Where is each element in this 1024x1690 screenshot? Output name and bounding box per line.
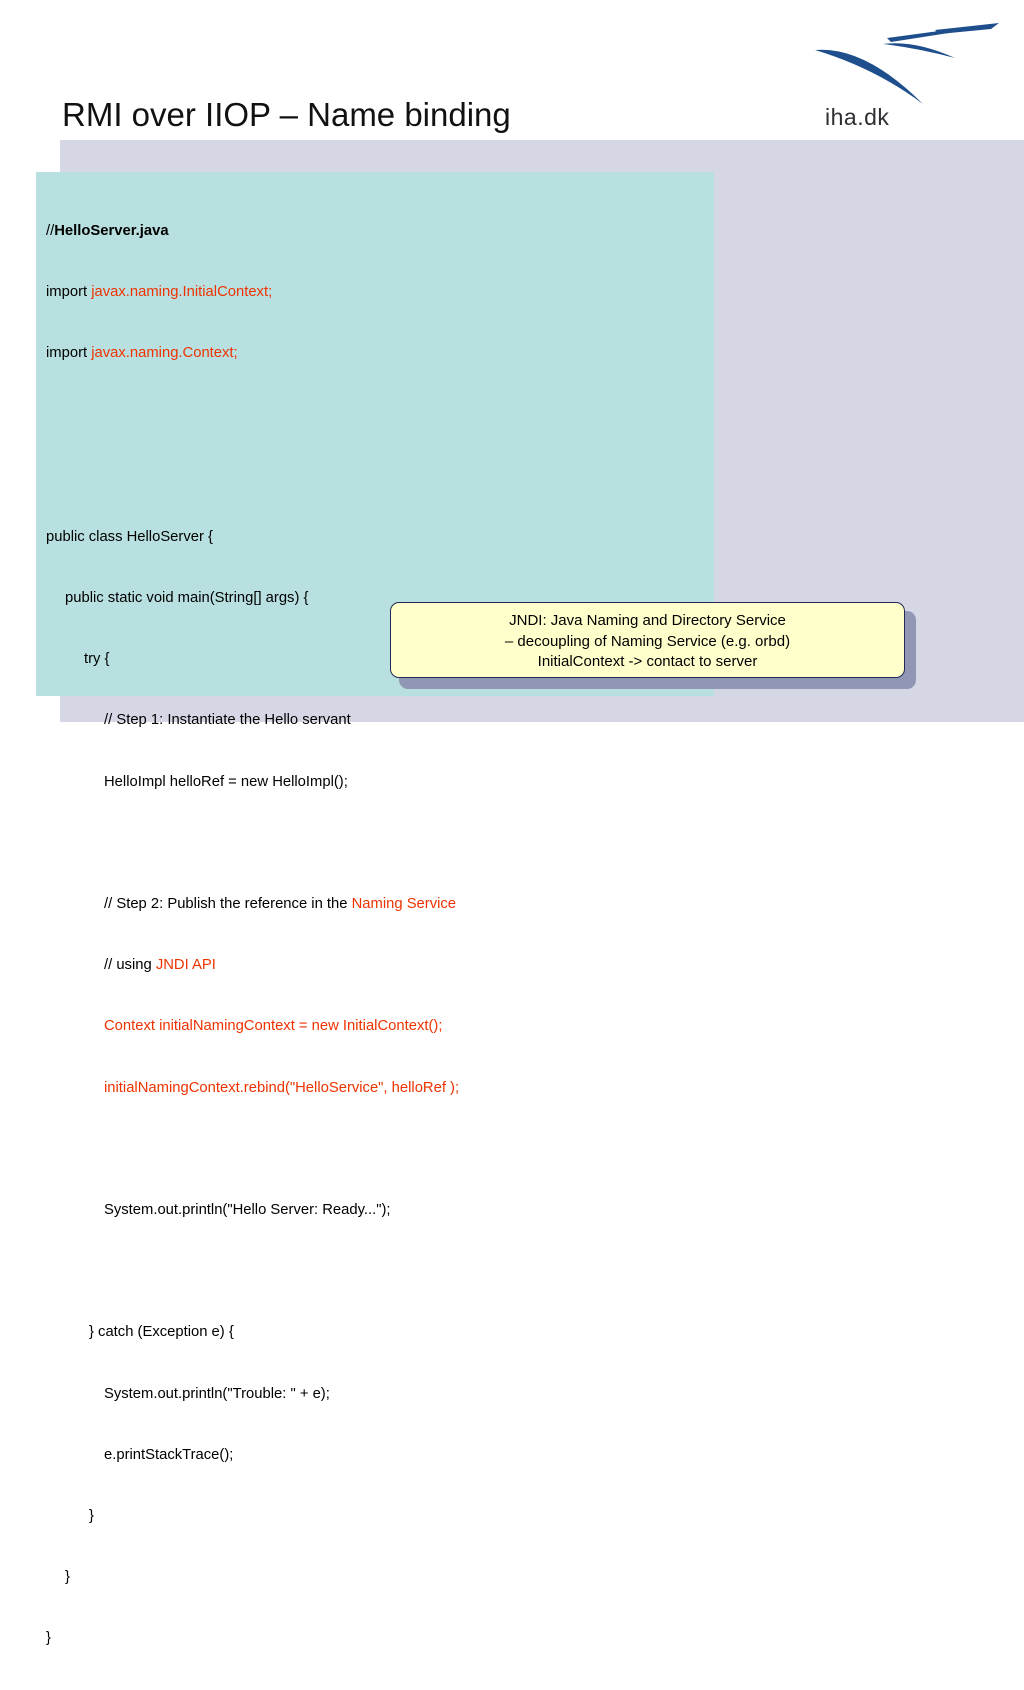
code-line-step1: // Step 1: Instantiate the Hello servant: [104, 712, 351, 729]
code-line-close-catch: }: [89, 1508, 94, 1525]
code-line-filename: //HelloServer.java: [46, 222, 169, 239]
jndi-callout: [390, 602, 905, 678]
code-line-close-class: }: [46, 1630, 51, 1647]
code-line-step2: // Step 2: Publish the reference in the Naming Service: [104, 896, 457, 913]
naming-service-highlight: Naming Service: [351, 896, 457, 913]
code-line-blank: [46, 1261, 459, 1281]
code-line-println-ready: System.out.println("Hello Server: Ready...");: [104, 1202, 391, 1219]
code-line-context: Context initialNamingContext = new InitialContext();: [104, 1018, 443, 1035]
code-line-catch: } catch (Exception e) {: [89, 1324, 234, 1341]
code-block: [46, 180, 459, 1690]
code-line-class: public class HelloServer {: [46, 528, 213, 545]
logo-text: iha.dk: [825, 104, 890, 130]
slide-title: RMI over IIOP – Name binding: [62, 96, 511, 133]
import-path: javax.naming.InitialContext;: [91, 284, 273, 301]
import-path: javax.naming.Context;: [91, 345, 238, 362]
code-line-import: import javax.naming.Context;: [46, 345, 238, 362]
code-line-blank: [46, 404, 459, 424]
code-line-stacktrace: e.printStackTrace();: [104, 1446, 234, 1463]
callout-line: JNDI: Java Naming and Directory Service: [509, 612, 786, 629]
code-line-import: import javax.naming.InitialContext;: [46, 284, 273, 301]
code-line-close-main: }: [65, 1569, 70, 1586]
code-line-servant: HelloImpl helloRef = new HelloImpl();: [104, 773, 348, 790]
code-line-using: // using JNDI API: [104, 957, 216, 974]
code-line-blank: [46, 1139, 459, 1159]
filename: HelloServer.java: [54, 222, 169, 239]
code-line-println-trouble: System.out.println("Trouble: " + e);: [104, 1385, 330, 1402]
code-line-blank: [46, 833, 459, 853]
callout-line: InitialContext -> contact to server: [537, 653, 758, 670]
code-line-main: public static void main(String[] args) {: [65, 590, 309, 607]
code-line-blank: [46, 466, 459, 486]
jndi-api-highlight: JNDI API: [155, 957, 216, 974]
code-line-rebind: initialNamingContext.rebind("HelloService", helloRef );: [104, 1079, 460, 1096]
code-line-try: try {: [84, 651, 110, 668]
callout-line: – decoupling of Naming Service (e.g. orbd): [504, 632, 791, 650]
